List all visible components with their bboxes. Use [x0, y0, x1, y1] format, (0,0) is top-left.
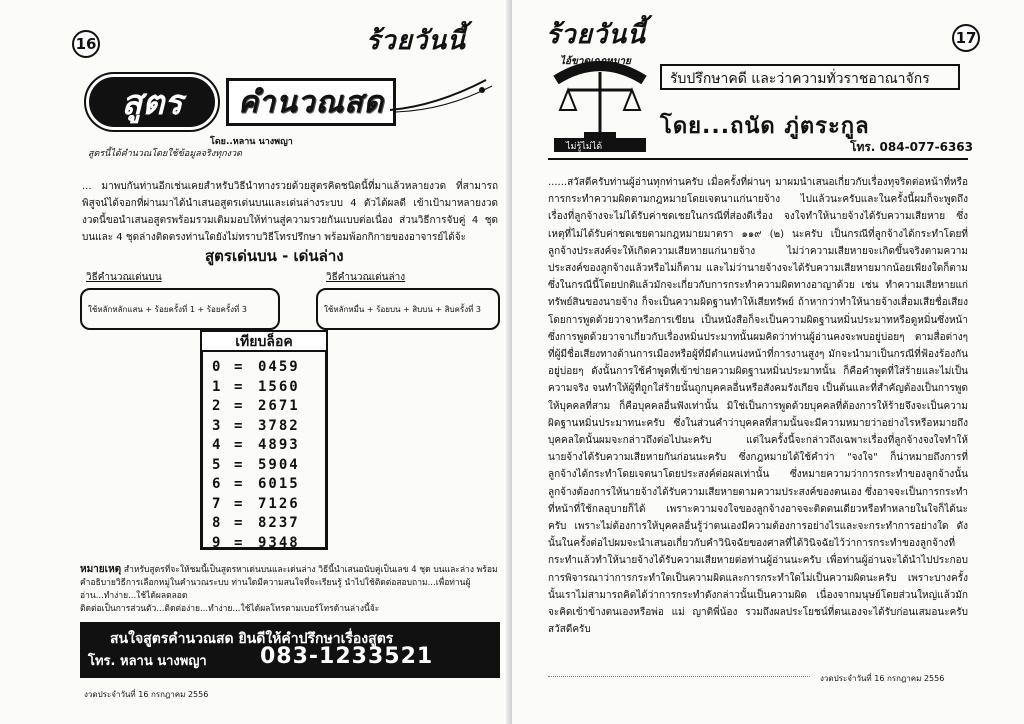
logo-top-text: ไอ้ขาดเกฎหมาย	[560, 56, 631, 67]
formula-title: สูตรเด่นบน - เด่นล่าง	[205, 247, 344, 265]
lock-value: 0459	[258, 359, 300, 375]
method-upper-text: ใช้หลักหลักแสน + ร้อยครั้งที่ 1 + ร้อยครั้งที่ 3	[88, 304, 247, 314]
lock-digit: 6	[212, 476, 221, 492]
brand-title-right: ร้วยวันนี้	[546, 20, 646, 50]
article-body: ......สวัสดีครับท่านผู้อ่านทุกท่านครับ เมื่อครั้งที่ผ่านๆ มาผมนำเสนอเกี่ยวกับเรื่องทุจริตต่อหน้าที่หรือการกระทำความผิดตามกฎหมายโดยเจตนาแก่นายจ้าง ไปแล้วนะครับและในครั้งนี้ผมก็จะพูดถึงเรื่องที่ลูกจ้างจะไม่ได้รับค่าชดเชยในกรณีที่ส่องดีเรื่อง จงใจทำให้นายจ้างได้รับความเสียหาย ซึ่งเหตุที่ไม่ได้รับค่าชดเชยตามกฎหมายมาตรา ๑๑๙ (๒) นะครับ เป็นกรณีที่ลูกจ้างได้กระทำโดยที่ลูกจ้างประสงค์จะให้เกิดความเสียหายแก่นายจ้าง ไม่ว่าความเสียหายจะเกิดขึ้นจริงตามความประสงค์ของลูกจ้างแล้วหรือไม่ก็ตาม และไม่ว่านายจ้างจะได้รับความเสียหายมากน้อยเพียงใดก็ตาม ซึ่งในกรณีนี้โดยปกติแล้วมักจะเกี่ยวกับการกระทำความผิดทางอาญาด้วย เช่น ทำความเสียหายแก่ทรัพย์สินของนายจ้าง ก็จะเป็นความผิดฐานทำให้เสียทรัพย์ ถ้าหากว่าทำให้นายจ้างเสื่อมเสียชื่อเสียงโดยการพูดด้วยวาจาหรือการเขียน เป็นหนังสือก็จะเป็นความผิดฐานหมิ่นประมาทหรือดูหมิ่นซึ่งหน้า ซึ่งการพูดด้วยวาจาเกี่ยวกับเรื่องหมิ่นประมาทนั้นผมคิดว่าท่านผู้อ่านคงจะพบอยู่บ่อยๆ ตามสื่อต่างๆ ที่ผู้มีชื่อเสียงทางด้านการเมืองหรือผู้ที่มีตำแหน่งหน้าที่การงานสูงๆ มักจะนำมาเป็นกรณีที่ฟ้องร้องกันอยู่บ่อยๆ ดังนั้นการใช้คำพูดที่เข้าข่ายความผิดฐานหมิ่นประมาทนั้น ก็คือคำพูดที่ใส่ร้ายและไม่เป็นความจริง จนทำให้ผู้ที่ถูกใส่ร้ายนั้นถูกบุคคลอื่นหรือสังคมรังเกียจ เป็นต้นและที่สำคัญต้องเป็นการพูดให้บุคคลที่สาม ก็คือบุคคลอื่นฟังเท่านั้น มิใช่เป็นการพูดด้วยบุคคลที่ต้องการให้ร้ายจึงจะเป็นความผิดฐานหมิ่นประมาทนะครับ ซึ่งในส่วนคำว่าบุคคลที่สามนั้นจะมีความหมายว่าอย่างไรหรือหมายถึงบุคคลใดนั้นผมจะกล่าวถึงต่อไปนะครับ แต่ในครั้งนี้จะกล่าวถึงเฉพาะเรื่องที่ลูกจ้างจงใจทำให้นายจ้างได้รับความเสียหายกันก่อนนะครับ ซึ่งกฎหมายได้ใช้คำว่า "จงใจ" ก็น่าหมายถึงการที่ลูกจ้างได้กระทำโดยเจตนาโดยประสงค์ต่อผลเท่านั้น ซึ่งหมายความว่าการกระทำของลูกจ้างนั้น ลูกจ้างต้องการให้นายจ้างได้รับความเสียหายตามความประสงค์ของตนเอง ซึ่งอาจจะเป็นการกระทำที่หน้าที่ใช้กลอุบายก็ได้ เพราะความจงใจของลูกจ้างอาจจะติดตนเดียวหรือทำหลายในใจก็ได้นะครับ เพราะไม่ต้องการให้บุคคลอื่นรู้ว่าตนเองมีความต้องการอย่างไรและจะกระทำการอย่างใด ดังนั้นในครั้งต่อไปผมจะนำเสนอเกี่ยวกับคำวินิจฉัยของศาลที่ได้วินิจฉัยไว้ว่าการกระทำของลูกจ้างที่กระทำแล้วทำให้นายจ้างได้รับความเสียหายต่อท่านผู้อ่านนะครับ เพื่อท่านผู้อ่านจะได้นำไปประกอบการพิจารณาว่าการกระทำใดเป็นความผิดและการกระทำใดไม่เป็นความผิดนะครับ เพราะบางครั้งนั้นเราไม่สามารถคิดได้ว่าการกระทำดังกล่าวนั้นเป็นความผิด เนื่องจากมนุษย์โดยส่วนใหญ่แล้วมักจะคิดเข้าข้างตนเองหรือพ่อ แม่ ญาติพี่น้อง รวมถึงผลประโยชน์ที่ตนเองจะได้รับก่อนเสมอนะครับ สวัสดีครับ	[548, 177, 968, 636]
lock-digit: 1	[212, 378, 221, 395]
lock-value: 4893	[258, 437, 300, 453]
note-block	[80, 563, 498, 616]
method-upper-label: วิธีคำนวณเด่นบน	[86, 272, 162, 283]
logo-bottom-text: ไม่รู้ไม่ได้	[566, 142, 603, 152]
author-line: โดย..หลาน นางพญา	[210, 137, 293, 147]
lock-table-row	[212, 358, 324, 378]
tagline: สูตรนี้ได้คำนวณโดยใช้ข้อมูลจริงทุกงวด	[88, 149, 242, 159]
lock-value: 2671	[258, 398, 300, 414]
lock-value: 9348	[258, 534, 300, 551]
lock-eq: =	[234, 398, 243, 414]
brand-title-left: ร้วยวันนี้	[366, 26, 466, 56]
lock-digit: 7	[212, 495, 221, 512]
cta-text: สนใจสูตรคำนวณสด ยินดีให้คำปรึกษาเรื่องสูตร	[110, 631, 394, 647]
lock-table-rows	[212, 358, 324, 553]
lock-table-row	[212, 475, 324, 495]
lock-table-row	[212, 417, 324, 437]
lock-table-row	[212, 534, 324, 554]
lock-digit: 2	[212, 398, 221, 414]
contact-phone: โทร. 084-077-6363	[850, 140, 973, 154]
lock-value: 1560	[258, 378, 300, 395]
lock-table-row	[212, 436, 324, 456]
lock-value: 3782	[258, 417, 300, 434]
lock-table-row	[212, 514, 324, 534]
note-text: สำหรับสูตรที่จะให้ชมนี้เป็นสูตรหาเด่นบนและเด่นล่าง วิธีนี้นำเสนอนับคู่เป็นเลข 4 ชุด บนและล่าง พร้อมคำอธิบายวิธีการเลือกหมู่ในคำนวณระบบ ท่านใดมีความสนใจที่จะเรียนรู้ นำไปใช้ติดต่อสอบถาม...เพื่อท่านผู้อ่าน...ทำง่าย...ใช้ได้ผลตลอด	[80, 565, 498, 601]
lock-table-row	[212, 495, 324, 515]
lock-eq: =	[234, 456, 243, 473]
lock-table-title: เทียบล็อค	[200, 330, 328, 352]
lock-eq: =	[234, 359, 243, 375]
cta-phone: 083-1233521	[260, 644, 434, 669]
banner-boxed-title: คำนวณสด	[226, 78, 396, 126]
lock-eq: =	[234, 515, 243, 531]
footer-date-right: งวดประจำวันที่ 16 กรกฎาคม 2556	[820, 674, 945, 683]
lock-digit: 4	[212, 437, 221, 453]
lock-eq: =	[234, 534, 243, 551]
header-rule	[548, 158, 968, 160]
intro-paragraph: ... มาพบกันท่านอีกเช่นเคยสำหรับวิธีนำทางรวยด้วยสูตรคิดชนิดนี้ที่มาแล้วหลายงวด ที่สามารถพิสูจน์ได้จอกที่ผ่านมาได้นำเสนอสูตรเด่นบนและเด่นล่างระบบ 4 ตัวได้ผลดี เข้าเป้ามาหลายงวดงวดนี้ขอนำเสนอสูตรพร้อมรวมเติมมอบให้ท่านสู่ความรวยกันแบบต่อเนื่อง ส่วนวิธีการจับคู่ 4 ชุดบนและ 4 ชุดล่างติดตรงท่านใดยังไม่ทราบวิธีโทรปรึกษา พร้อมพ้อกกิกายของอาจารย์ได้จ้ะ	[82, 181, 498, 243]
cta-banner	[80, 622, 500, 678]
consult-box: รับปรึกษาคดี และว่าความทั่วราชอาณาจักร	[660, 64, 960, 90]
swoosh-decoration	[386, 76, 496, 116]
lock-value: 8237	[258, 515, 300, 531]
footer-dots	[548, 676, 810, 677]
lock-eq: =	[234, 378, 243, 395]
lock-value: 6015	[258, 476, 300, 492]
method-lower-label: วิธีคำนวณเด่นล่าง	[326, 272, 406, 283]
lock-table-row	[212, 397, 324, 417]
lock-table-row	[212, 378, 324, 398]
banner-pill: สูตร	[86, 74, 218, 130]
page-number-right: 17	[952, 24, 980, 52]
method-upper-box	[80, 288, 280, 330]
lock-digit: 5	[212, 456, 221, 473]
lock-digit: 3	[212, 417, 221, 434]
lock-digit: 0	[212, 359, 221, 375]
lock-eq: =	[234, 417, 243, 434]
method-lower-box	[316, 288, 500, 330]
lock-eq: =	[234, 437, 243, 453]
lock-value: 5904	[258, 456, 300, 473]
lock-table-row	[212, 456, 324, 476]
footer-date-left: งวดประจำวันที่ 16 กรกฎาคม 2556	[84, 690, 209, 699]
lock-eq: =	[234, 495, 243, 512]
note-label: หมายเหตุ	[80, 564, 122, 575]
lock-digit: 9	[212, 534, 221, 551]
lock-value: 7126	[258, 495, 300, 512]
page-number-left: 16	[72, 30, 100, 58]
method-lower-text: ใช้หลักหมื่น + ร้อยบน + สิบบน + สิบครั้งที่ 3	[324, 304, 482, 314]
lock-eq: =	[234, 476, 243, 492]
cta-phone-label: โทร. หลาน นางพญา	[88, 654, 207, 669]
lock-digit: 8	[212, 515, 221, 531]
formula-banner	[86, 70, 498, 134]
note-contact: ติดต่อเป็นการส่วนตัว...ติดต่อง่าย...ทำง่าย...ใช้ได้ผลโทรตามเบอร์โทรด้านล่างนี้จ้ะ	[80, 604, 380, 614]
byline: โดย...ถนัด ภู่ตระกูล	[660, 114, 870, 139]
